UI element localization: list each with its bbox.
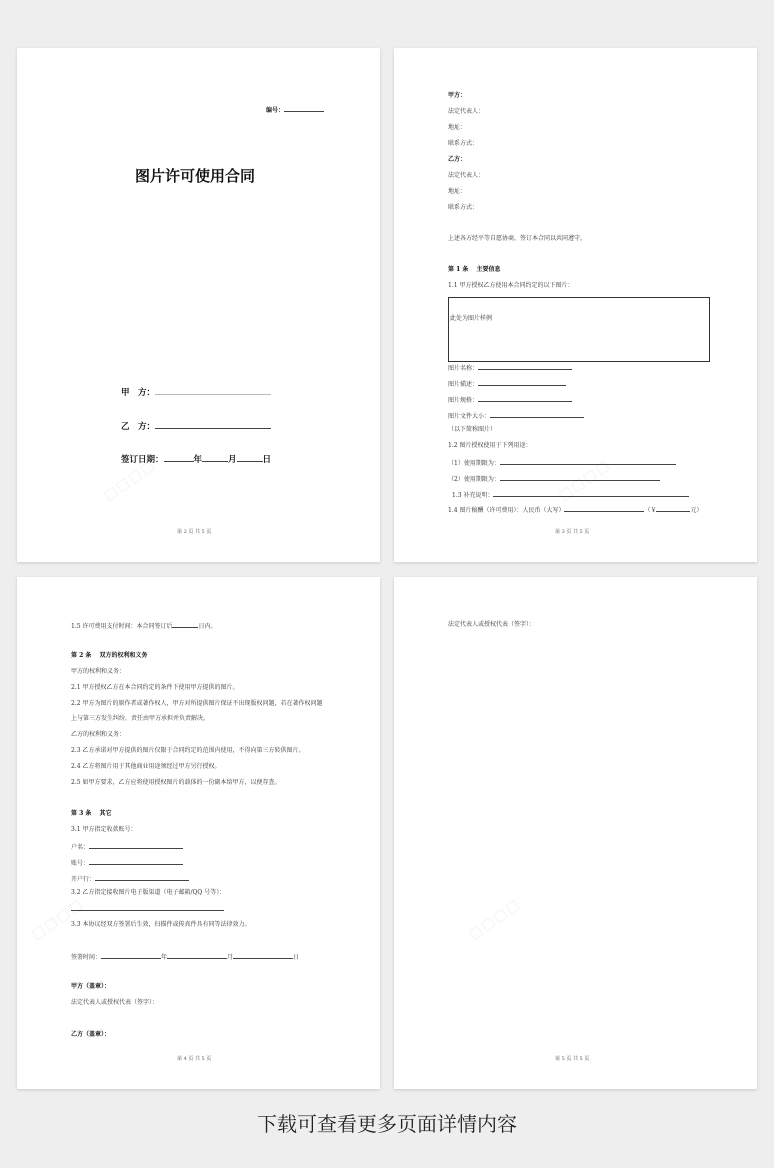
account-name-field: 户名： — [71, 842, 183, 852]
channel-line — [71, 910, 224, 911]
clause-3-3: 3.3 本协议经双方签署后生效，扫描件或传真件具有同等法律效力。 — [71, 921, 251, 928]
clause-2-5: 2.5 如甲方要求，乙方应将使用授权图片的载体的一份副本给甲方，以便存查。 — [71, 779, 281, 786]
clause-2-4: 2.4 乙方将图片用于其他商业用途须经过甲方另行授权。 — [71, 763, 221, 770]
party-a-rights: 甲方的权利和义务： — [71, 668, 126, 675]
party-b-rights: 乙方的权利和义务： — [71, 731, 126, 738]
clause-3-1: 3.1 甲方指定收款账号： — [71, 826, 137, 833]
legal-rep-sign: 法定代表人或授权代表（签字）： — [71, 999, 159, 1006]
party-b-heading: 乙方： — [448, 156, 467, 163]
clause-2-2: 2.2 甲方为图片的原作者或著作权人，甲方对所提供图片保证不出现版权问题，若在著作权问题 — [71, 700, 323, 707]
clause-3-2: 3.2 乙方指定接收图片电子版渠道（电子邮箱/QQ 号等）： — [71, 889, 226, 896]
serial-number-field: 编号： — [266, 105, 324, 114]
legal-rep-sign: 法定代表人或授权代表（签字）： — [448, 621, 536, 628]
clause-2-2-cont: 上与第三方发生纠纷，责任由甲方承担并负责解决。 — [71, 715, 210, 722]
clause-1-1: 1.1 甲方授权乙方使用本合同约定的以下图片： — [448, 282, 574, 289]
party-a-heading: 甲方： — [448, 92, 467, 99]
page-footer: 第 2 页 共 5 页 — [177, 529, 212, 535]
bank-field: 开户行： — [71, 874, 189, 884]
page-footer: 第 4 页 共 5 页 — [177, 1056, 212, 1062]
address-label: 地址： — [448, 188, 467, 195]
download-more-caption[interactable]: 下载可查看更多页面详情内容 — [257, 1112, 517, 1136]
account-no-field: 账号： — [71, 858, 183, 868]
clause-2-1: 2.1 甲方授权乙方在本合同约定的条件下使用甲方提供的图片。 — [71, 684, 239, 691]
pic-size-field: 图片文件大小： — [448, 411, 584, 421]
use-period-2: （2）使用期限为： — [448, 474, 660, 484]
party-b-line: 乙 方： — [121, 420, 271, 432]
contract-page-4 — [17, 577, 380, 1089]
article-1-title: 第 1 条 主要信息 — [448, 266, 501, 273]
contract-cover-page — [17, 48, 380, 562]
clause-1-3: 1.3 补充说明： — [452, 490, 689, 500]
contract-title: 图片许可使用合同 — [135, 167, 256, 185]
pic-desc-field: 图片描述： — [448, 379, 566, 389]
use-period-1: （1）使用期限为： — [448, 458, 676, 468]
sign-date-line: 签订日期： 年 月 日 — [121, 455, 272, 465]
agreement-text: 上述各方经平等自愿协商，签订本合同以共同遵守。 — [448, 235, 587, 242]
party-a-seal: 甲方（盖章）： — [71, 983, 111, 990]
clause-1-4: 1.4 图片稿酬（许可费用）：人民币（大写） （￥ 元） — [448, 507, 703, 514]
watermark — [25, 892, 88, 947]
clause-1-5: 1.5 许可费用支付时间：本合同签订后 日内。 — [71, 623, 217, 630]
article-3-title: 第 3 条 其它 — [71, 810, 112, 817]
pic-name-field: 图片名称： — [448, 363, 572, 373]
contact-label: 联系方式： — [448, 140, 479, 147]
page-footer: 第 3 页 共 5 页 — [555, 529, 590, 535]
page-footer: 第 5 页 共 5 页 — [555, 1056, 590, 1062]
article-2-title: 第 2 条 双方的权利和义务 — [71, 652, 148, 659]
clause-1-2: 1.2 图片授权使用于下列用途： — [448, 442, 532, 449]
image-sample-box — [448, 297, 710, 362]
sign-time-field: 签署时间： 年 月 日 — [71, 954, 300, 961]
legal-rep-label: 法定代表人： — [448, 108, 485, 115]
party-a-line: 甲 方： — [121, 386, 271, 398]
watermark — [462, 892, 525, 947]
party-b-seal: 乙方（盖章）： — [71, 1031, 111, 1038]
address-label: 地址： — [448, 124, 467, 131]
image-sample-label: 此处为图片样例 — [450, 315, 493, 322]
pic-spec-field: 图片规格： — [448, 395, 572, 405]
contract-page-3 — [394, 48, 757, 562]
legal-rep-label: 法定代表人： — [448, 172, 485, 179]
clause-2-3: 2.3 乙方承诺对甲方提供的图片仅限于合同约定的范围内使用，不得向第三方转供图片。 — [71, 747, 305, 754]
contract-page-5 — [394, 577, 757, 1089]
contact-label: 联系方式： — [448, 204, 479, 211]
brief-note: （以下简称图片） — [448, 426, 497, 433]
